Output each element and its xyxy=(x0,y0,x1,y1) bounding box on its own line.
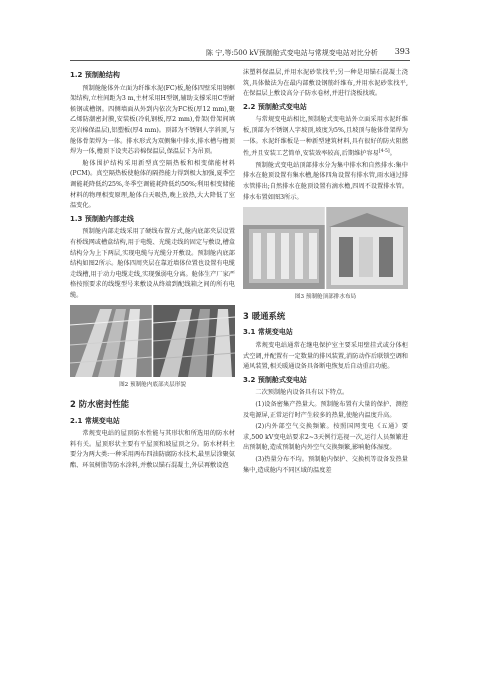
section-2-2-title: 2.2 预制舱式变电站 xyxy=(243,102,307,111)
paragraph: (1)设备密集产热量大。预制舱布置有大量的保护、测控及电源屏,正常运行时产生较多的热量,使舱内温度升高。 xyxy=(243,400,408,419)
left-column xyxy=(70,68,235,473)
figure-3-caption: 图3 预制舱顶部排水布局 xyxy=(294,294,357,301)
paragraph-continued: 沫塑料保温层,并用水泥砂浆找平;另一种是用锚石混凝土浇筑,具体做法为在最内部敷设钢筋纤维布,并用水泥砂浆找平,在保温层上敷设高分子防水卷材,并进行浇板找坡。 xyxy=(243,69,408,98)
section-2-1-title: 2.1 常规变电站 xyxy=(70,416,120,425)
running-header xyxy=(70,46,410,61)
section-3-title: 3 暖通系统 xyxy=(243,310,286,321)
running-title: 陈 宁,等:500 kV预制舱式变电站与常规变电站对比分析 xyxy=(206,49,378,57)
citation: [4-5] xyxy=(378,149,390,155)
paragraph: 预制舱舱体外立面为纤维水泥(FC)板,舱体四壁采用钢框架结构,立柱间距为3 m,主材采用H型钢,辅助支撑采用C型耐候钢或槽钢。四侧墙面从外到内依次为FC板(厚12 mm),聚乙烯防潮密封膜,安装板(冷轧钢板,厚2 mm),骨架(骨架间填充岩棉保温层),铝塑板(厚4 mm)。顶部为不锈钢人字斜顶,与舱体骨架焊为一体。排水形式为双侧集中排水,排水槽与檐顶焊为一体,檐顶下设夹芯岩棉保温层,保温层下为吊顶。 xyxy=(70,84,235,156)
cabin-drainage-photo xyxy=(243,207,408,289)
figure-3 xyxy=(243,207,408,303)
paragraph: (3)热量分布不均。预制舱内保护、交换机等设备发热量集中,造成舱内不同区域的温度差 xyxy=(243,455,408,474)
paragraph: (2)内外部空气交换频繁。按照国网变电《五通》要求,500 kV变电站要求2~3天例行巡视一次,运行人员频繁进出预制舱,造成预制舱内外空气交换频繁,影响舱体湿度。 xyxy=(243,423,408,452)
page-number: 393 xyxy=(394,47,410,56)
section-3-2-title: 3.2 预制舱式变电站 xyxy=(243,375,307,384)
section-1-3-title: 1.3 预制舱内部走线 xyxy=(70,214,134,223)
cable-tray-photo xyxy=(70,305,235,377)
paragraph: 预制舱内部走线采用了硬线布置方式,舱内底部夹层设置有桥线网或槽盒结构,用于电缆、光缆走线的固定与敷设,槽盒结构分为上下两层,实现电缆与光缆分开敷设。预制舱内底部结构如图2所示。舱体四周夹层在靠近墙体位置也设置有电缆走线槽,用于动力电缆走线,实现强弱电分离。舱体生产厂家严格按照要求的线缆型号来敷设从终端到配线箱之间的所有电缆。 xyxy=(70,228,235,299)
section-2-title: 2 防水密封性能 xyxy=(70,399,129,410)
paragraph: 与常规变电站相比,预制舱式变电站外立面采用水泥纤维板,顶部为不锈钢人字坡顶,坡度为5%,且坡顶与舱体骨架焊为一体。水泥纤维板是一种新型建筑材料,具有很好的防火阻燃性,并且安装工艺简单,安装效率较高,后期维护容易[4-5]。 xyxy=(243,116,408,158)
paragraph: 常规变电站通常在继电保护室主要采用壁挂式或分体柜式空调,并配置有一定数量的排风装置,消防动作后联锁空调和通风装置,相关暖通设备具备断电恢复后自动重启功能。 xyxy=(243,341,408,371)
paragraph: 二次预制舱内设备具有以下特点。 xyxy=(255,389,349,397)
figure-2-image xyxy=(70,305,235,377)
paragraph: 常规变电站的屋顶防水性能与其形状和所选用的防水材料有关。屋顶形状主要有平屋顶和坡屋顶之分。防水材料主要分为两大类:一种采用两布四油防腐防水技术,最里层涂聚氨酯、环氧树脂等防水涂料,并敷以锚石混凝土,外层再敷设泡 xyxy=(70,430,235,470)
paragraph: 舱体围护结构采用新型真空隔热板和相变储能材料(PCM)。真空隔热板使舱体的隔热能力得到极大加强,夏季空调能耗降低约25%,冬季空调能耗降低约50%;利用相变储能材料的物理相变原理,舱体白天吸热,晚上放热,大大降低了室温变化。 xyxy=(70,159,235,210)
paragraph: 预制舱式变电站顶部排水分为集中排水和自然排水:集中排水在舱顶设置有集水槽,舱体四角设置有排水管,雨水通过排水管排出;自然排水在舱顶设置有滴水檐,四周不设置排水管。排水布置如图3所示。 xyxy=(243,161,408,201)
right-column xyxy=(243,68,408,477)
figure-2-caption: 图2 预制舱内底部夹层形貌 xyxy=(119,382,186,389)
section-1-2-title: 1.2 预制舱结构 xyxy=(70,71,120,79)
paragraph-text: 与常规变电站相比,预制舱式变电站外立面采用水泥纤维板,顶部为不锈钢人字坡顶,坡度为5%,且坡顶与舱体骨架焊为一体。水泥纤维板是一种新型建筑材料,具有很好的防火阻燃性,并且安装工艺简单,安装效率较高,后期维护容易 xyxy=(243,116,408,158)
figure-2 xyxy=(70,305,235,391)
figure-3-image xyxy=(243,207,408,289)
section-3-1-title: 3.1 常规变电站 xyxy=(243,328,293,337)
